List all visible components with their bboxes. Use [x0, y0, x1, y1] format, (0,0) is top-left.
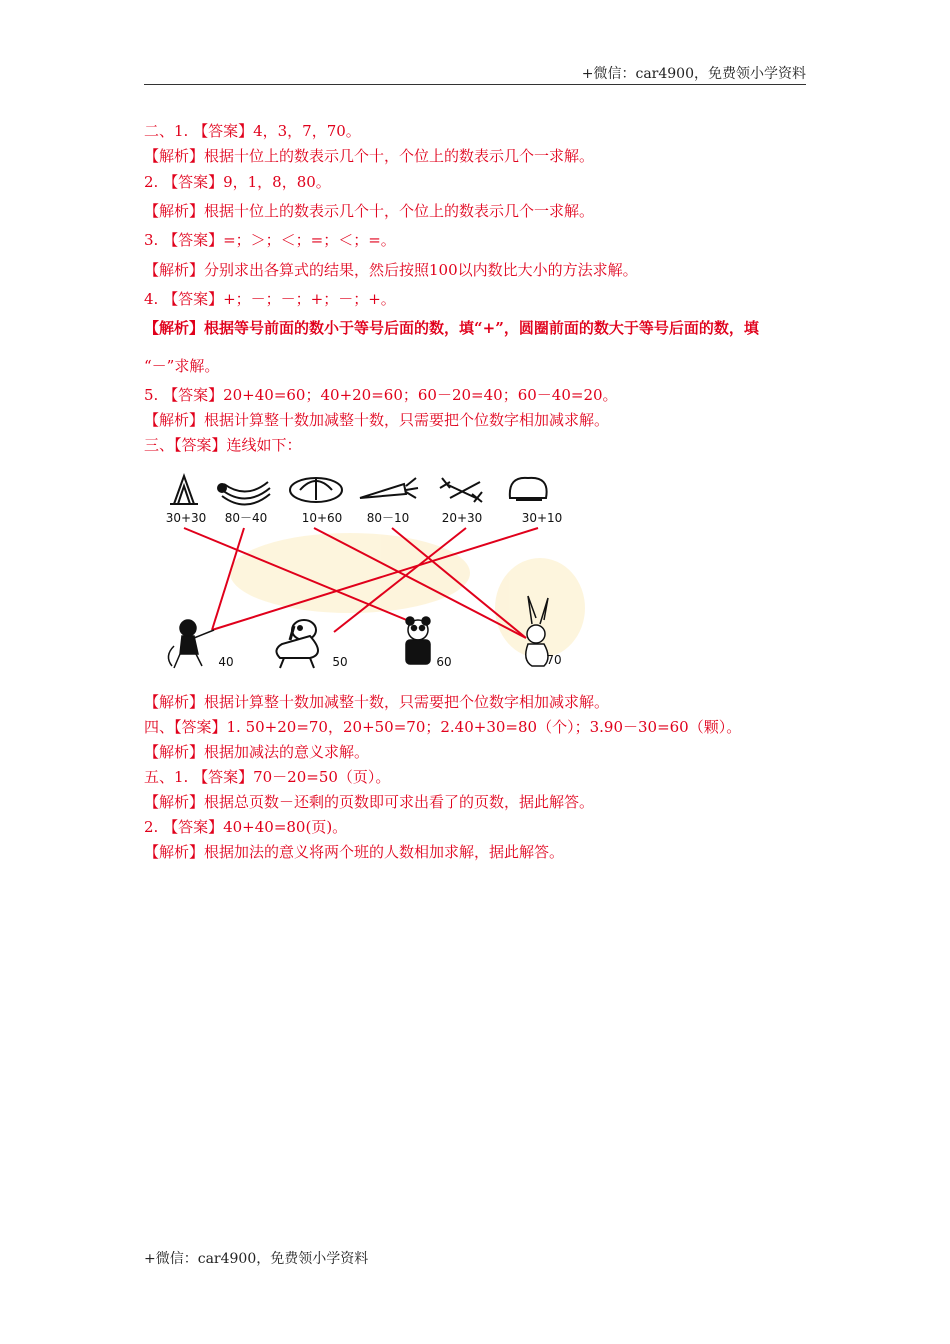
- analysis-line: 【解析】根据加法的意义将两个班的人数相加求解，据此解答。: [144, 843, 565, 861]
- analysis-line-continued: “－”求解。: [144, 357, 220, 375]
- analysis-line: 【解析】根据加减法的意义求解。: [144, 743, 370, 761]
- bananas-icon: [218, 482, 270, 505]
- cabbage-icon: [290, 478, 342, 502]
- number-label: 70: [546, 653, 562, 667]
- carrot-icon: [360, 478, 418, 498]
- monkey-icon: [168, 620, 214, 668]
- number-label: 60: [436, 655, 452, 669]
- dog-icon: [276, 620, 318, 668]
- expression-label: 10+60: [301, 511, 343, 525]
- analysis-line: 【解析】根据计算整十数加减整十数，只需要把个位数字相加减求解。: [144, 693, 610, 711]
- peach-icon: [510, 478, 547, 500]
- expression-label: 30+10: [521, 511, 563, 525]
- number-label: 50: [332, 655, 348, 669]
- bone-icon: [440, 478, 482, 502]
- answer-line: 五、1. 【答案】70－20=50（页）。: [144, 768, 391, 786]
- answer-line: 四、【答案】1. 50+20=70，20+50=70；2.40+30=80（个）；3.90－30=60（颗）。: [144, 718, 742, 736]
- analysis-line: 【解析】根据十位上的数表示几个十，个位上的数表示几个一求解。: [144, 147, 595, 165]
- expression-label: 20+30: [441, 511, 483, 525]
- analysis-line: 【解析】根据总页数－还剩的页数即可求出看了的页数，据此解答。: [144, 793, 595, 811]
- panda-icon: [406, 617, 430, 664]
- expression-label: 30+30: [165, 511, 207, 525]
- answer-line: 5. 【答案】20+40=60；40+20=60；60－20=40；60－40=20。: [144, 386, 618, 404]
- answer-line: 2. 【答案】40+40=80(页)。: [144, 818, 348, 836]
- header-text: +微信：car4900，免费领小学资料: [581, 66, 806, 82]
- answer-line: 2. 【答案】9，1，8，80。: [144, 173, 331, 191]
- analysis-line: 【解析】根据等号前面的数小于等号后面的数，填“+”，圆圈前面的数大于等号后面的数，填: [144, 319, 759, 337]
- answer-line: 3. 【答案】=；＞；＜；=；＜；=。: [144, 231, 396, 249]
- matching-diagram: [160, 468, 600, 680]
- analysis-line: 【解析】根据十位上的数表示几个十，个位上的数表示几个一求解。: [144, 202, 595, 220]
- analysis-line: 【解析】分别求出各算式的结果，然后按照100以内数比大小的方法求解。: [144, 261, 638, 279]
- answer-line: 4. 【答案】+；－；－；+；－；+。: [144, 290, 396, 308]
- footer-text: +微信：car4900，免费领小学资料: [144, 1251, 369, 1267]
- analysis-line: 【解析】根据计算整十数加减整十数，只需要把个位数字相加减求解。: [144, 411, 610, 429]
- bamboo-shoot-icon: [170, 476, 198, 504]
- answer-line: 三、【答案】连线如下：: [144, 436, 302, 454]
- answer-line: 二、1. 【答案】4，3，7，70。: [144, 122, 361, 140]
- expression-label: 80－10: [366, 511, 410, 525]
- matching-figure: [160, 468, 600, 680]
- number-label: 40: [218, 655, 234, 669]
- header-rule: [144, 84, 806, 85]
- expression-label: 80－40: [224, 511, 268, 525]
